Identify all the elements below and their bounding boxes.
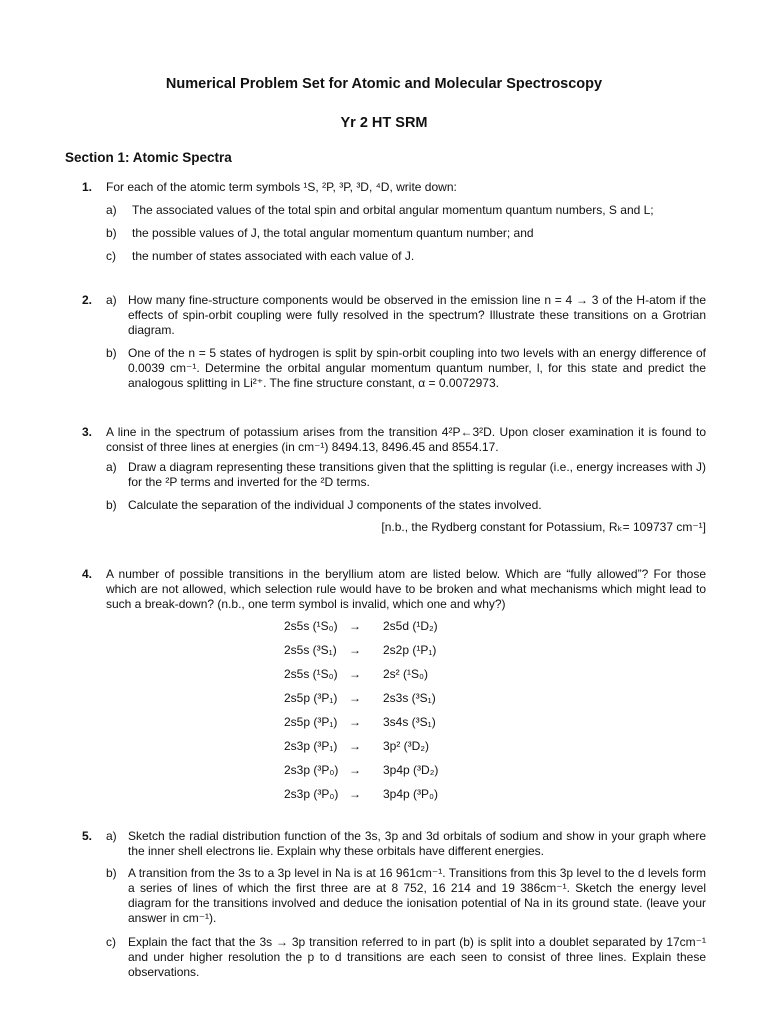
transition-row [284, 691, 484, 706]
part-text: Sketch the radial distribution function of the 3s, 3p and 3d orbitals of sodium and show in your graph where the inner shell electrons lie. Explain why these orbitals have different energies. [128, 829, 706, 858]
part-label: c) [106, 249, 116, 263]
question-5-number: 5. [82, 829, 93, 843]
transition-to: 3p² (³D₂) [383, 739, 429, 753]
transition-row [284, 739, 484, 754]
transition-to: 3p4p (³P₀) [383, 787, 439, 801]
transition-to: 2s3s (³S₁) [383, 691, 436, 705]
transition-to: 2s² (¹S₀) [383, 667, 428, 681]
part-text: Draw a diagram representing these transitions given that the splitting is regular (i.e., energy increases with J) for the ²P terms and inverted for the ²D terms. [128, 460, 706, 489]
part-text: A transition from the 3s to a 3p level in Na is at 16 961cm⁻¹. Transitions from this 3p level to the d levels form a series of lines of which the first three are at 8 752, 16 214 and 19 386cm⁻¹. Sketch the energy level diagram for the transitions involved and deduce the ionisation potential of Na in its ground state. (leave your answer in cm⁻¹). [128, 866, 706, 925]
question-3-number: 3. [82, 425, 93, 439]
question-2-number: 2. [82, 293, 93, 307]
document-title: Numerical Problem Set for Atomic and Molecular Spectroscopy [165, 76, 603, 92]
transition-to: 3s4s (³S₁) [383, 715, 436, 729]
question-3-intro: A line in the spectrum of potassium arises from the transition 4²P←3²D. Upon closer examination it is found to consist of three lines at energies (in cm⁻¹) 8494.13, 8496.45 and 8554.17. [106, 425, 706, 454]
part-label: c) [106, 935, 116, 949]
part-text: How many fine-structure components would be observed in the emission line n = 4 → 3 of the H-atom if the effects of spin-orbit coupling were fully resolved in the spectrum? Illustrate these transitions on a Grotrian diagram. [128, 293, 706, 337]
part-label: a) [106, 460, 117, 474]
part-label: a) [106, 829, 117, 843]
transition-row [284, 715, 484, 730]
transition-row [284, 787, 484, 802]
arrow-icon: → [349, 691, 361, 705]
arrow-icon: → [349, 715, 361, 729]
part-label: a) [106, 203, 117, 217]
question-1-number: 1. [82, 180, 93, 194]
transition-row [284, 763, 484, 778]
arrow-icon: → [349, 643, 361, 657]
part-text: the number of states associated with each value of J. [132, 249, 415, 263]
part-label: b) [106, 498, 117, 512]
transition-row [284, 667, 484, 682]
part-label: b) [106, 346, 117, 360]
part-label: b) [106, 866, 117, 880]
part-label: a) [106, 293, 117, 307]
part-text: Calculate the separation of the individual J components of the states involved. [128, 498, 542, 512]
transition-from: 2s3p (³P₀) [284, 763, 339, 777]
document-subtitle: Yr 2 HT SRM [340, 115, 428, 131]
part-text: One of the n = 5 states of hydrogen is split by spin-orbit coupling into two levels with an energy difference of 0.0039 cm⁻¹. Determine the orbital angular momentum quantum number, l, for this state and predict the analogous splitting in Li²⁺. The fine structure constant, α = 0.0072973. [128, 346, 706, 390]
part-text: The associated values of the total spin and orbital angular momentum quantum numbers, S and L; [132, 203, 654, 217]
arrow-icon: → [349, 619, 361, 633]
part-text: Explain the fact that the 3s → 3p transition referred to in part (b) is split into a doublet separated by 17cm⁻¹ and under higher resolution the p to d transitions are each seen to consist of three lines. Explain these observations. [128, 935, 706, 979]
part-text: the possible values of J, the total angular momentum quantum number; and [132, 226, 534, 240]
transition-from: 2s5s (¹S₀) [284, 619, 338, 633]
question-3-note: [n.b., the Rydberg constant for Potassium, Rₖ= 109737 cm⁻¹] [381, 520, 706, 534]
question-4-intro: A number of possible transitions in the beryllium atom are listed below. Which are “fully allowed”? For those which are not allowed, which selection rule would have to be broken and what mechanisms which might lead to such a break-down? (n.b., one term symbol is invalid, which one and why?) [106, 567, 706, 611]
transition-row [284, 643, 484, 658]
transition-from: 2s5p (³P₁) [284, 715, 338, 729]
transition-from: 2s5p (³P₁) [284, 691, 338, 705]
section-heading: Section 1: Atomic Spectra [65, 150, 232, 165]
transition-from: 2s3p (³P₁) [284, 739, 338, 753]
transition-from: 2s3p (³P₀) [284, 787, 339, 801]
arrow-icon: → [349, 739, 361, 753]
transition-row [284, 619, 484, 634]
transition-from: 2s5s (³S₁) [284, 643, 337, 657]
question-4-number: 4. [82, 567, 93, 581]
transition-from: 2s5s (¹S₀) [284, 667, 338, 681]
transition-to: 2s2p (¹P₁) [383, 643, 437, 657]
arrow-icon: → [349, 787, 361, 801]
part-label: b) [106, 226, 117, 240]
transition-to: 3p4p (³D₂) [383, 763, 439, 777]
question-1-intro: For each of the atomic term symbols ¹S, ²P, ³P, ³D, ⁴D, write down: [106, 180, 457, 194]
transition-to: 2s5d (¹D₂) [383, 619, 438, 633]
arrow-icon: → [349, 667, 361, 681]
arrow-icon: → [349, 763, 361, 777]
